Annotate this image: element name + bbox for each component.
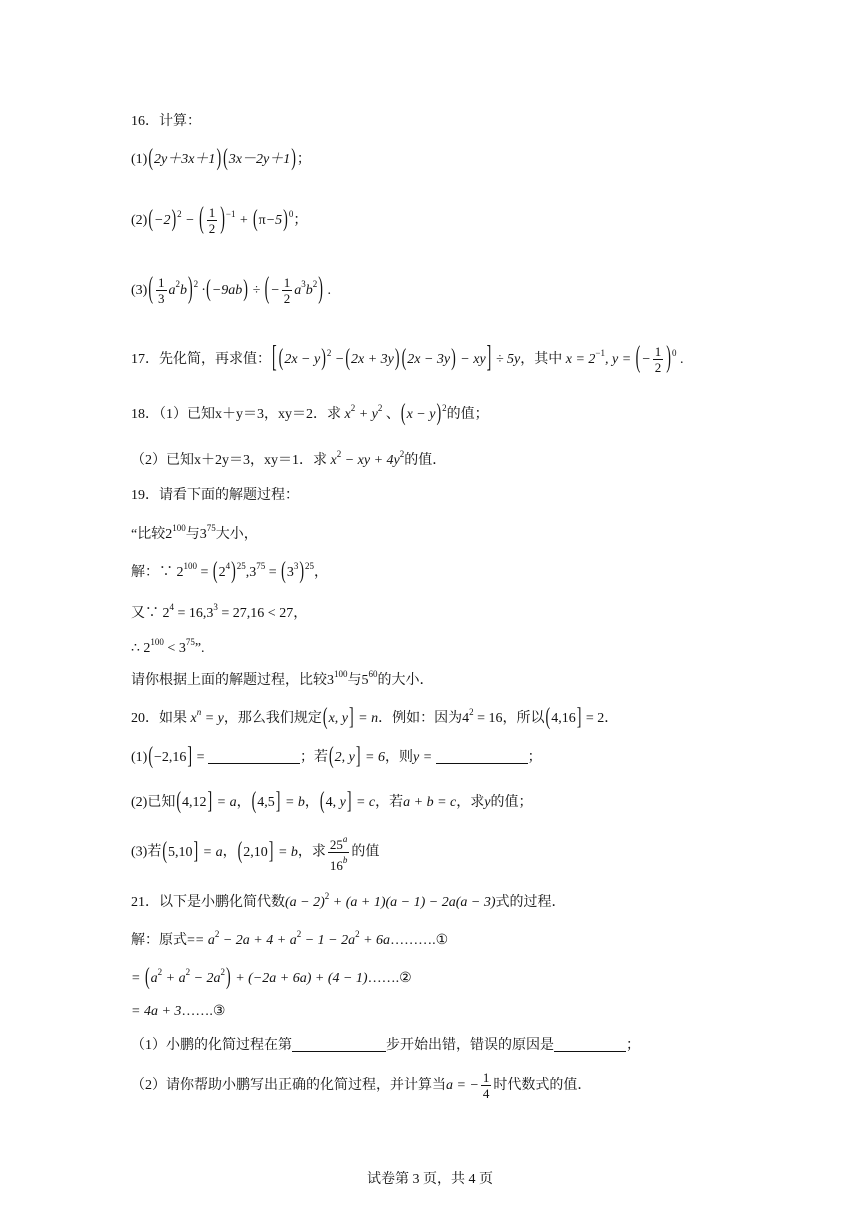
q21-step1: 解：原式== $a^2 - 2a + 4 + a^2 - 1 - 2a^2$ + 6a……….① xyxy=(131,929,449,948)
q21-blank-1[interactable] xyxy=(292,1037,386,1052)
q16-part3: (3)( $\frac{1}{3}$ $a^2b)^2 \cdot(-9ab)$ ÷ (− $\frac{1}{2}$ $a^3b^2$) . xyxy=(131,273,331,307)
q21-step3: = 4a + 3…….③ xyxy=(131,1004,226,1019)
page-footer: 试卷第 3 页，共 4 页 xyxy=(367,1172,493,1187)
q16-part1: (1)(2y＋3x＋1) (3x－2y＋1)； xyxy=(131,146,311,172)
q20-part2: (2)已知(4,12] = a，(4,5] = b，(4, y] = c，若a + b = c，求y的值； xyxy=(131,789,533,815)
q17-line: 17．先化简，再求值：[ $(2x - y)^2 -(2x + 3y)$ (2x − 3y) − xy] ÷ 5y，其中 $x = 2^{-1}$, y = (− $\frac{1}{2}$ )$^0$ . xyxy=(131,342,684,376)
q19-quote: “比较$2^{100}$与$3^{75}$大小， xyxy=(131,523,258,542)
q20-intro: 20．如果 $x^n = y$，那么我们规定(x, y] = n．例如：因为$4^2 = 16$，所以(4,16] = 2． xyxy=(131,705,619,731)
q19-again: 又∵ $2^4 = 16,3^3 = 27,16 < 27$， xyxy=(131,602,308,621)
q18-part1: 18．（1）已知x＋y＝3，xy＝2．求 $x^2 + y^2$ 、$(x - y)^2$的值； xyxy=(131,401,489,427)
q19-ask: 请你根据上面的解题过程，比较$3^{100}$与$5^{60}$的大小． xyxy=(131,669,434,688)
q20-blank-1[interactable] xyxy=(208,749,300,764)
q20-blank-2[interactable] xyxy=(436,749,528,764)
q21-step2: = $(a^2 + a^2 - 2a^2) + (-2a + 6a) + (4$ − 1)…….② xyxy=(131,965,412,991)
q19-solution: 解：∵ $2^{100} = (2^4)^{25},3^{75} = (3^3)^{25}$， xyxy=(131,559,328,585)
q21-part1: （1）小鹏的化简过程在第 步开始出错，错误的原因是 ； xyxy=(131,1038,640,1053)
q21-intro: 21．以下是小鹏化简代数$(a - 2)^2 + (a + 1)(a - 1) - 2a(a - 3)$式的过程． xyxy=(131,891,566,910)
q19-title: 19．请看下面的解题过程： xyxy=(131,488,299,503)
q21-blank-2[interactable] xyxy=(554,1037,626,1052)
q20-part3: (3)若(5,10] = a，(2,10] = b，求 $\frac{25^a}{16^b}$ 的值 xyxy=(131,834,380,873)
q16-title: 16．计算： xyxy=(131,114,201,129)
q19-therefore: ∴ $2^{100} < 3^{75}$”. xyxy=(131,637,205,656)
q21-part2: （2）请你帮助小鹏写出正确的化简过程，并计算当a = − $\frac{1}{4}$ 时代数式的值． xyxy=(131,1070,592,1102)
q16-part2: $(2)(-2)^2$ − ( $\frac{1}{2}$ )$^{-1} + (\pi-5)^0$； xyxy=(131,203,308,237)
q18-part2: （2）已知x＋2y＝3，xy＝1．求 $x^2$ − xy + $4y^2$的值． xyxy=(131,449,447,468)
q20-part1: (1)(−2,16] = ；若(2, y] = 6，则y = ； xyxy=(131,744,542,770)
